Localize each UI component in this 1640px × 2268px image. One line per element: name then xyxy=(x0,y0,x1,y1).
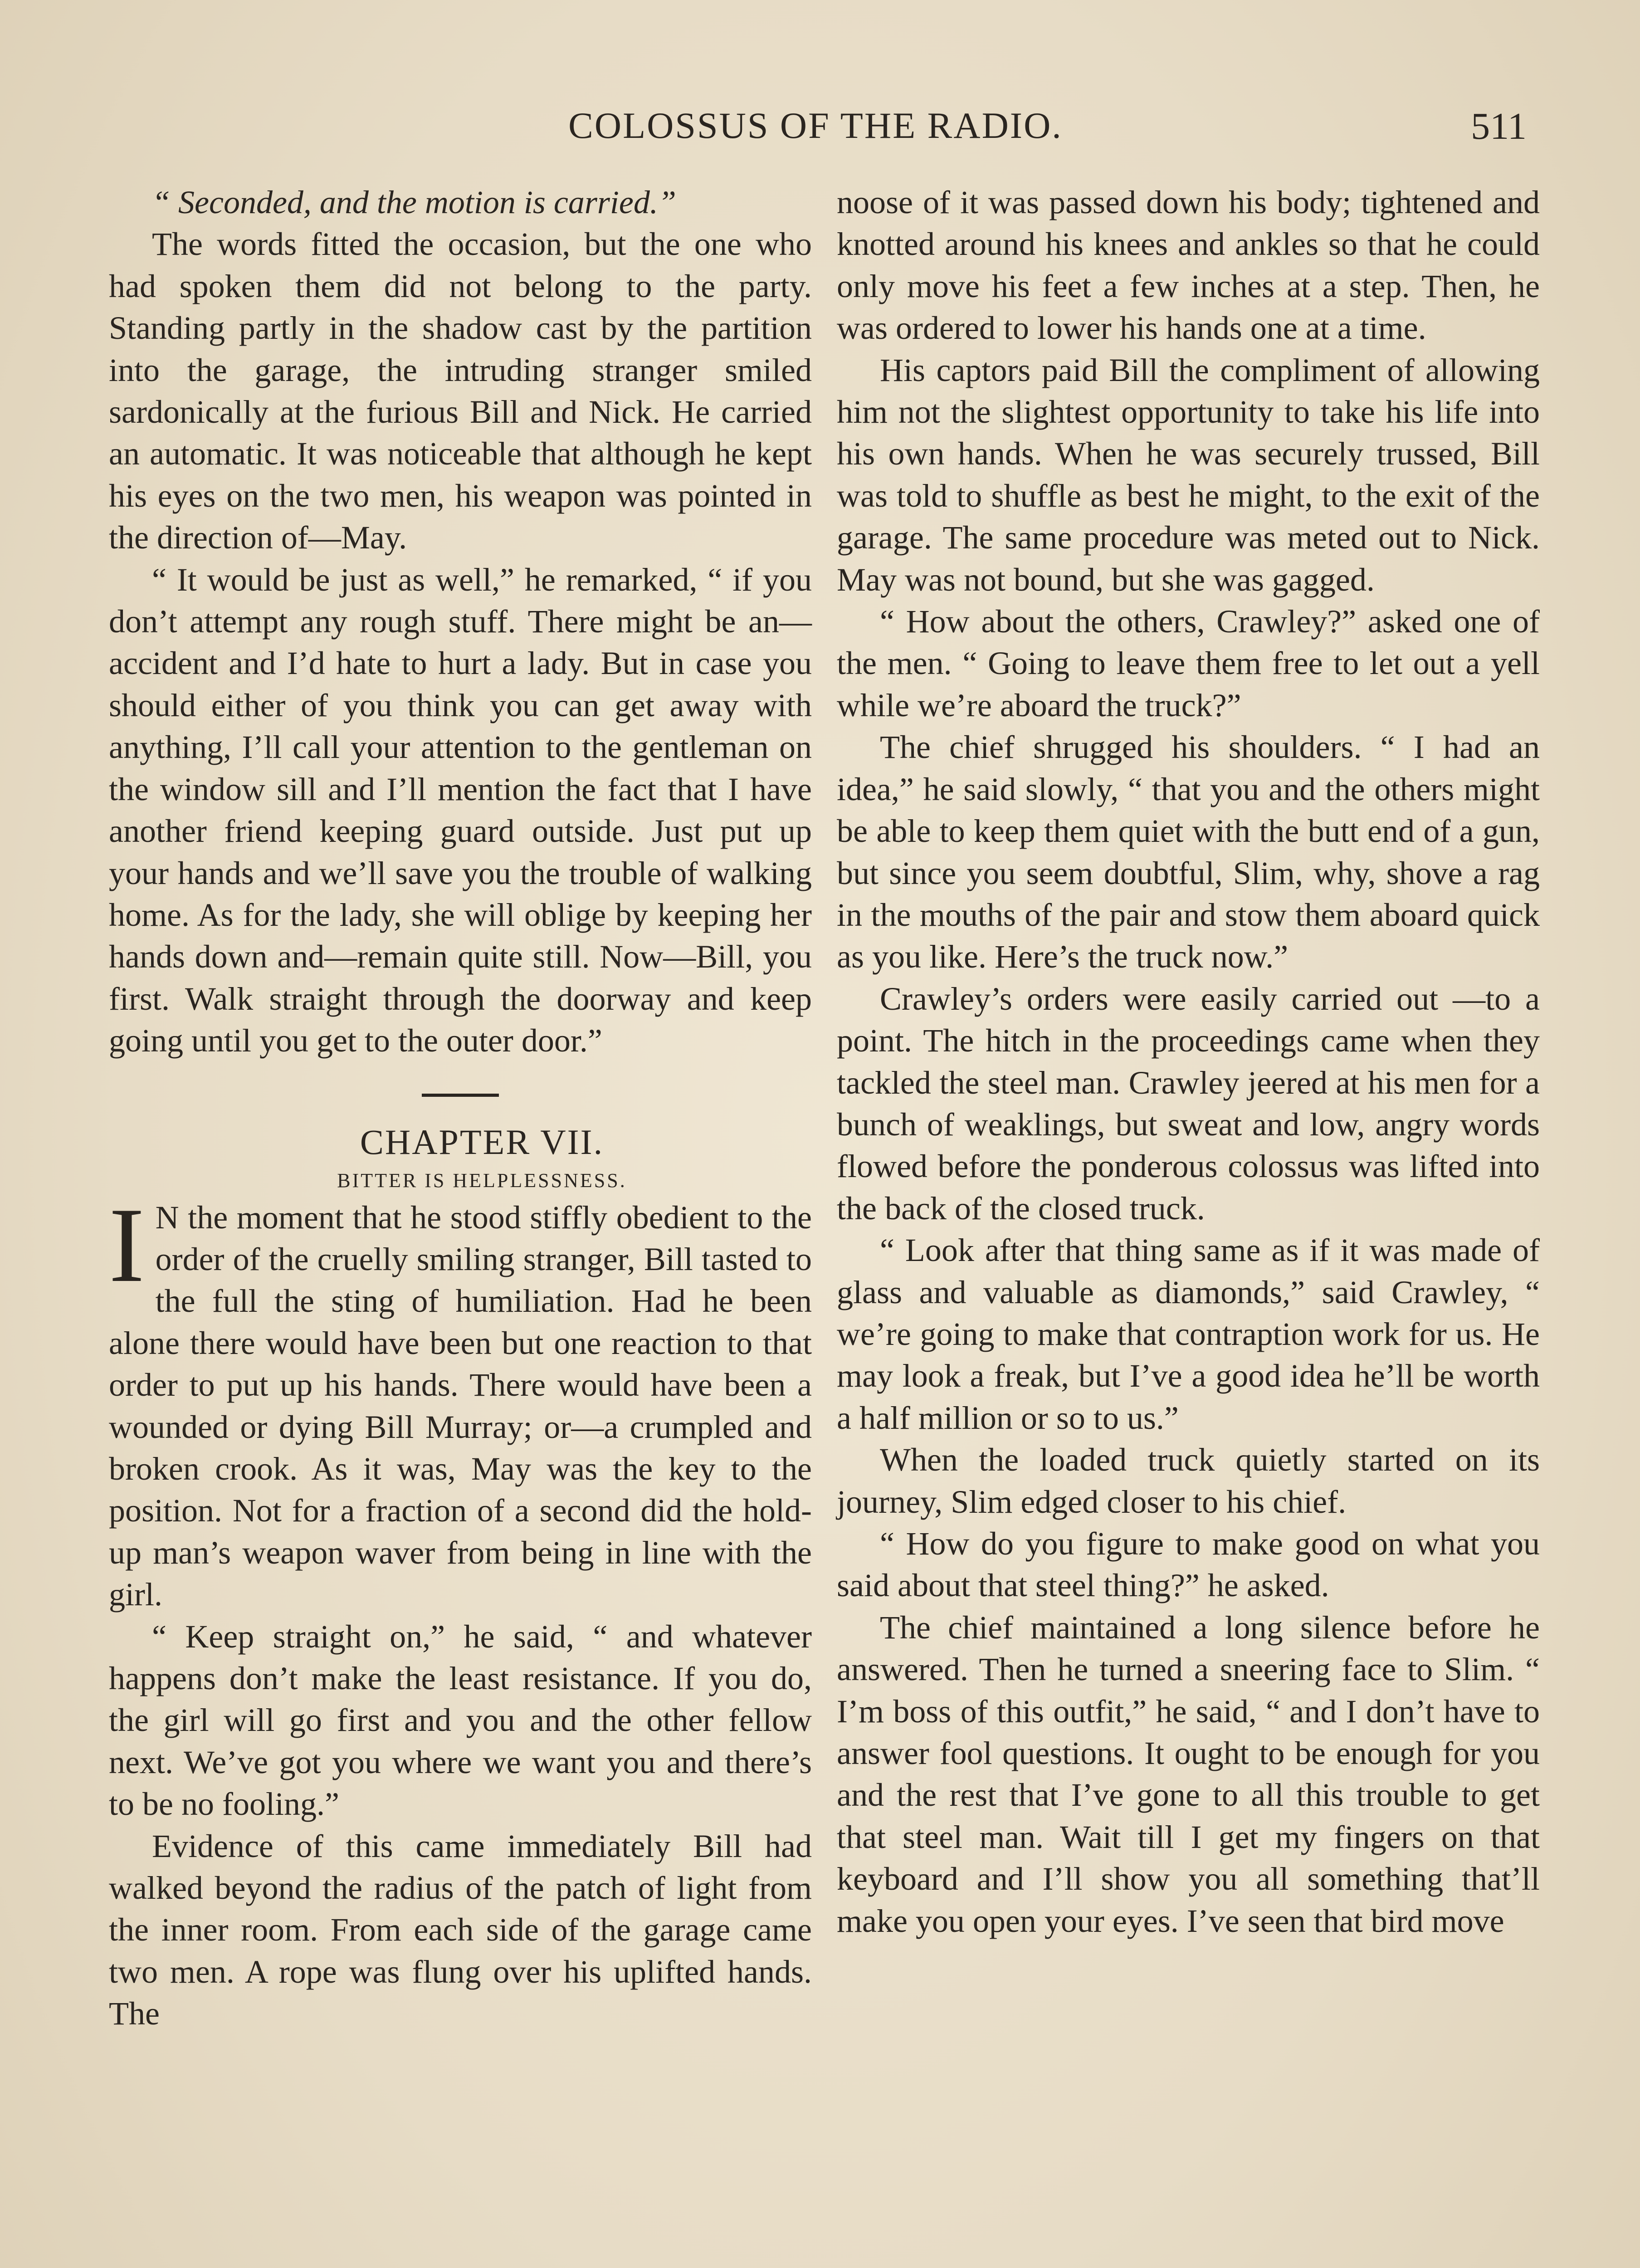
paragraph: When the loaded truck quietly started on its journey, Slim edged closer to his chief. xyxy=(837,1442,1540,1520)
chapter-opening-paragraph xyxy=(109,1186,812,1616)
paragraph: “ It would be just as well,” he remarked, “ if you don’t attempt any rough stuff. There might be an—accident and I’d hate to hurt a lady. But in case you should either of you think you can get away with anything, I’ll call your attention to the gentleman on the window sill and I’ll mention the fact that I have another friend keeping guard outside. Just put up your hands and we’ll save you the trouble of walking home. As for the lady, she will oblige by keeping her hands down and—remain quite still. Now—Bill, you first. Walk straight through the doorway and keep going until you get to the outer door.” xyxy=(109,561,812,1059)
page-number: 511 xyxy=(1471,105,1527,147)
section-divider xyxy=(422,1094,499,1097)
page-header xyxy=(104,104,1527,154)
paragraph: His captors paid Bill the compliment of allowing him not the slightest opportunity to take his life into his own hands. When he was securely trussed, Bill was told to shuffle as best he might, to the exit of the garage. The same procedure was meted out to Nick. May was not bound, but she was gagged. xyxy=(837,352,1540,598)
paragraph: “ Keep straight on,” he said, “ and whatever happens don’t make the least resistance. If you do, the girl will go first and you and the other fellow next. We’ve got you where we want you and there’s to be no fooling.” xyxy=(109,1618,812,1823)
paragraph: Crawley’s orders were easily carried out —to a point. The hitch in the proceedings came when they tackled the steel man. Crawley jeered at his men for a bunch of weaklings, but sweat and low, angry words flowed before the ponderous colossus was lifted into the back of the closed truck. xyxy=(837,980,1540,1227)
paragraph: “ How do you figure to make good on what you said about that steel thing?” he asked. xyxy=(837,1525,1540,1604)
paragraph-text: N the moment that he stood stiffly obedient to the order of the cruelly smiling stranger, Bill tasted to the full the sting of humiliation. Had he been alone there would have been but one reaction to that order to put up his hands. There would have been a wounded or dying Bill Murray; or—a crumpled and broken crook. As it was, May was the key to the position. Not for a fraction of a second did the hold-up man’s weapon waver from being in line with the girl. xyxy=(109,1199,812,1613)
running-title: COLOSSUS OF THE RADIO. xyxy=(568,105,1063,146)
paragraph: Evidence of this came immediately Bill had walked beyond the radius of the patch of light from the inner room. From each side of the garage came two men. A rope was flung over his uplifted hands. The xyxy=(109,1828,812,2032)
left-column xyxy=(109,181,812,2035)
paragraph: “ How about the others, Crawley?” asked one of the men. “ Going to leave them free to let out a yell while we’re aboard the truck?” xyxy=(837,603,1540,723)
paragraph: The chief shrugged his shoulders. “ I had an idea,” he said slowly, “ that you and the others might be able to keep them quiet with the butt end of a gun, but since you seem doubtful, Slim, why, shove a rag in the mouths of the pair and stow them aboard quick as you like. Here’s the truck now.” xyxy=(837,729,1540,975)
paragraph: noose of it was passed down his body; tightened and knotted around his knees and ankles so that he could only move his feet a few inches at a step. Then, he was ordered to lower his hands one at a time. xyxy=(837,184,1540,347)
drop-cap: I xyxy=(109,1186,145,1305)
paragraph: “ Look after that thing same as if it was made of glass and valuable as diamonds,” said Crawley, “ we’re going to make that contraption work for us. He may look a freak, but I’ve a good idea he’ll be worth a half million or so to us.” xyxy=(837,1232,1540,1436)
right-column xyxy=(837,181,1540,1942)
paragraph: The words fitted the occasion, but the one who had spoken them did not belong to the party. Standing partly in the shadow cast by the partition into the garage, the intruding stranger smiled sardonically at the furious Bill and Nick. He carried an automatic. It was noticeable that although he kept his eyes on the two men, his weapon was pointed in the direction of—May. xyxy=(109,226,812,556)
paragraph: The chief maintained a long silence before he answered. Then he turned a sneering face to Slim. “ I’m boss of this outfit,” he said, “ and I don’t have to answer fool questions. It ought to be enough for you and the rest that I’ve gone to all this trouble to get that steel man. Wait till I get my fingers on that keyboard and I’ll show you all something that’ll make you open your eyes. I’ve seen that bird move xyxy=(837,1609,1540,1939)
chapter-subtitle: BITTER IS HELPLESSNESS. xyxy=(337,1169,627,1192)
paragraph: “ Seconded, and the motion is carried.” xyxy=(152,184,676,220)
chapter-title: CHAPTER VII. xyxy=(360,1122,604,1162)
